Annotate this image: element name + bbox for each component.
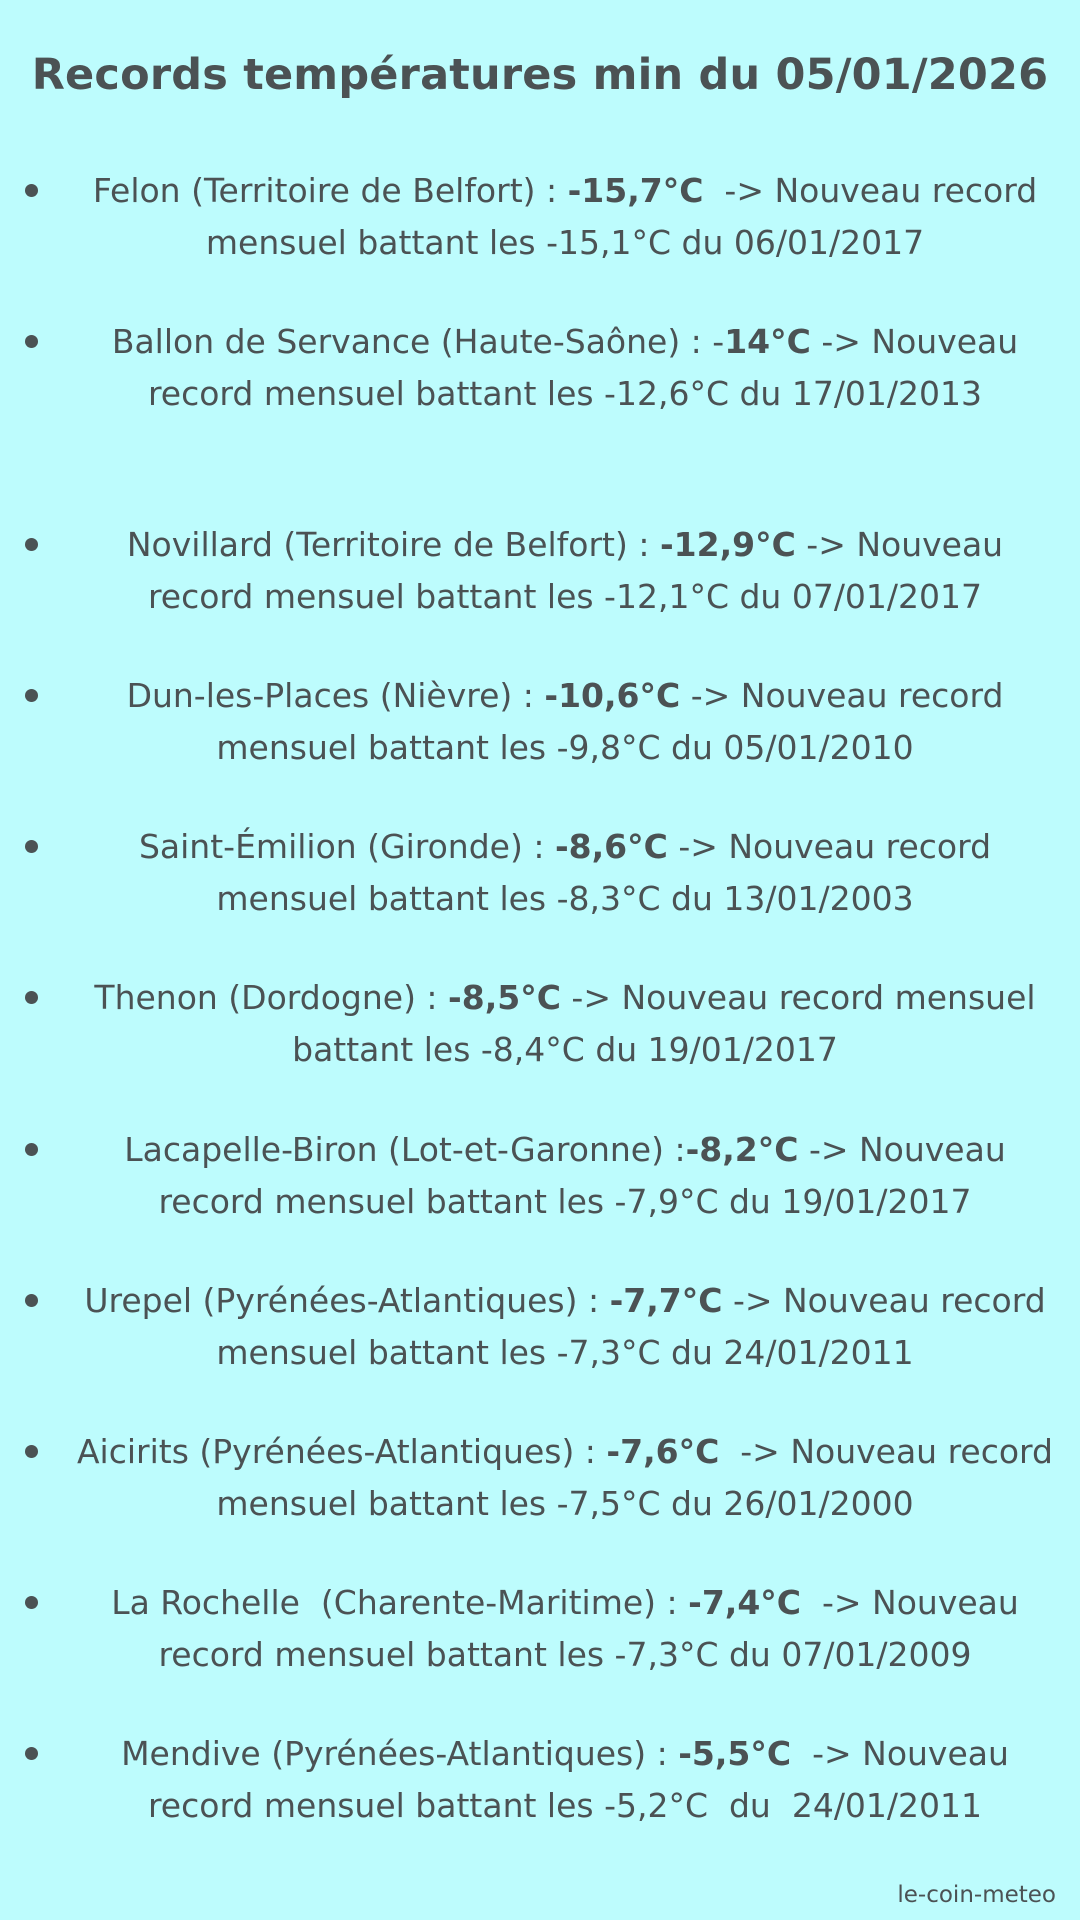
record-text (70, 821, 1060, 925)
record-text (70, 972, 1060, 1076)
record-value: -10,6°C (544, 676, 681, 715)
record-note: -> Nouveau record (722, 1281, 1046, 1320)
previous-record: record mensuel battant les -12,6°C du 17/01/2013 (147, 374, 983, 413)
list-item (0, 670, 1080, 780)
list-item (0, 1577, 1080, 1687)
bullet-icon (25, 184, 38, 197)
bullet-icon (25, 1445, 38, 1458)
previous-record: mensuel battant les -8,3°C du 13/01/2003 (216, 879, 914, 918)
record-text (70, 1728, 1060, 1832)
bullet-icon (25, 1294, 38, 1307)
bullet-icon (25, 840, 38, 853)
previous-record: battant les -8,4°C du 19/01/2017 (292, 1030, 838, 1069)
record-note: -> Nouveau record (667, 827, 992, 866)
record-note: -> Nouveau record (703, 171, 1038, 210)
list-item (0, 165, 1080, 275)
list-item (0, 821, 1080, 931)
record-text (70, 1426, 1060, 1530)
previous-record: record mensuel battant les -12,1°C du 07/01/2017 (147, 577, 983, 616)
list-item (0, 1124, 1080, 1234)
list-item (0, 1728, 1080, 1838)
station-label: Felon (Territoire de Belfort) : (92, 171, 568, 210)
list-item (0, 1275, 1080, 1385)
bullet-icon (25, 689, 38, 702)
record-text (70, 519, 1060, 623)
list-item (0, 519, 1080, 629)
station-label: Saint-Émilion (Gironde) : (138, 827, 555, 866)
record-note: -> Nouveau (801, 1583, 1019, 1622)
station-label: Urepel (Pyrénées-Atlantiques) : (84, 1281, 610, 1320)
record-note: -> Nouveau record mensuel (560, 978, 1036, 1017)
bullet-icon (25, 1143, 38, 1156)
record-text (70, 1577, 1060, 1681)
station-label: Aicirits (Pyrénées-Atlantiques) : (76, 1432, 607, 1471)
previous-record: mensuel battant les -15,1°C du 06/01/2017 (205, 223, 925, 262)
record-note: -> Nouveau (791, 1734, 1009, 1773)
record-note: -> Nouveau record (680, 676, 1004, 715)
record-value: -8,2°C (685, 1130, 799, 1169)
record-value: -15,7°C (567, 171, 704, 210)
station-label: Dun-les-Places (Nièvre) : (126, 676, 545, 715)
record-value: -12,9°C (659, 525, 796, 564)
record-text (70, 316, 1060, 420)
list-item (0, 1426, 1080, 1536)
record-note: -> Nouveau (795, 525, 1004, 564)
station-label: La Rochelle (Charente-Maritime) : (111, 1583, 689, 1622)
previous-record: record mensuel battant les -7,9°C du 19/01/2017 (158, 1182, 972, 1221)
station-label: Ballon de Servance (Haute-Saône) : - (111, 322, 725, 361)
previous-record: record mensuel battant les -7,3°C du 07/01/2009 (158, 1635, 972, 1674)
record-text (70, 1275, 1060, 1379)
record-text (70, 165, 1060, 269)
bullet-icon (25, 1747, 38, 1760)
record-note: -> Nouveau (810, 322, 1019, 361)
bullet-icon (25, 1596, 38, 1609)
bullet-icon (25, 991, 38, 1004)
list-item (0, 972, 1080, 1082)
record-value: -7,7°C (609, 1281, 723, 1320)
previous-record: mensuel battant les -7,3°C du 24/01/2011 (216, 1333, 914, 1372)
bullet-icon (25, 538, 38, 551)
station-label: Novillard (Territoire de Belfort) : (126, 525, 660, 564)
record-text (70, 670, 1060, 774)
credit-label: le-coin-meteo (897, 1882, 1056, 1908)
station-label: Thenon (Dordogne) : (94, 978, 449, 1017)
record-value: -7,6°C (606, 1432, 720, 1471)
list-item (0, 316, 1080, 426)
station-label: Mendive (Pyrénées-Atlantiques) : (121, 1734, 679, 1773)
previous-record: mensuel battant les -9,8°C du 05/01/2010 (216, 728, 914, 767)
previous-record: record mensuel battant les -5,2°C du 24/01/2011 (147, 1786, 983, 1825)
bullet-icon (25, 335, 38, 348)
record-value: -8,6°C (554, 827, 668, 866)
station-label: Lacapelle-Biron (Lot-et-Garonne) : (124, 1130, 686, 1169)
previous-record: mensuel battant les -7,5°C du 26/01/2000 (216, 1484, 914, 1523)
record-value: -7,4°C (688, 1583, 801, 1622)
record-note: -> Nouveau (798, 1130, 1006, 1169)
record-value: 14°C (724, 322, 811, 361)
record-value: -5,5°C (678, 1734, 792, 1773)
page-title: Records températures min du 05/01/2026 (31, 50, 1049, 100)
record-value: -8,5°C (448, 978, 561, 1017)
record-note: -> Nouveau record (719, 1432, 1053, 1471)
record-text (70, 1124, 1060, 1228)
